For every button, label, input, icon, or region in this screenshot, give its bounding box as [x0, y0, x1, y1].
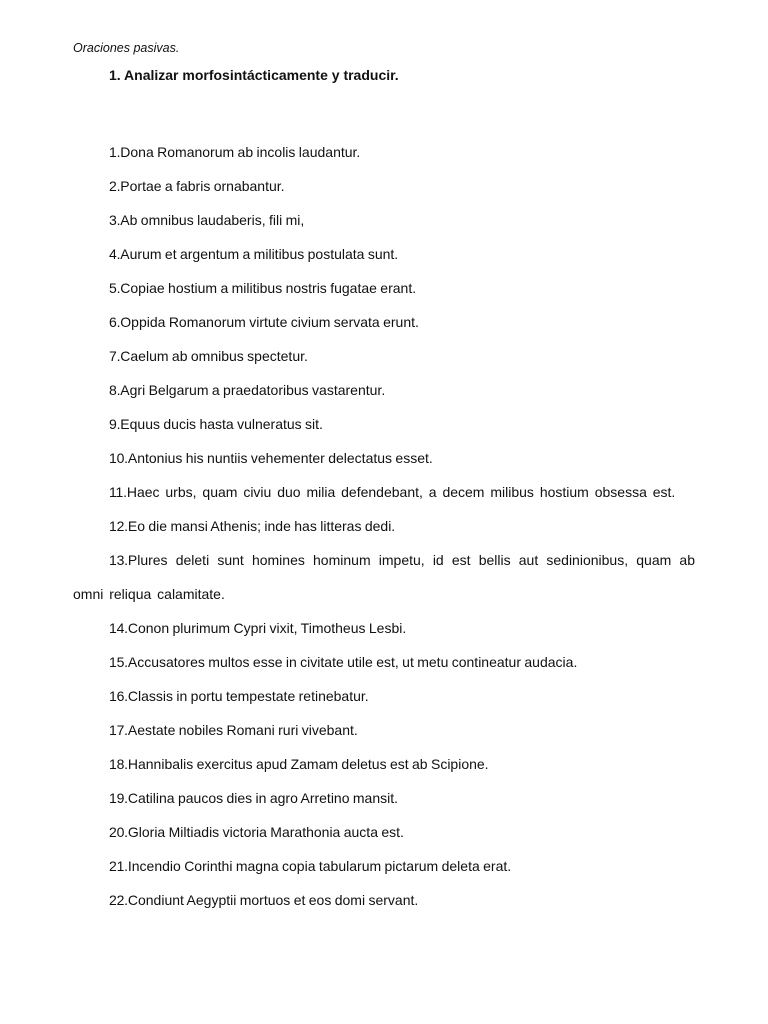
- sentence-number: 12.: [109, 518, 128, 534]
- sentence-text: Oppida Romanorum virtute civium servata erunt.: [120, 314, 419, 330]
- sentence-text: Dona Romanorum ab incolis laudantur.: [120, 144, 361, 160]
- sentence-item: [73, 543, 695, 611]
- sentence-text: Agri Belgarum a praedatoribus vastarentur.: [120, 382, 386, 398]
- sentence-text: Copiae hostium a militibus nostris fugatae erant.: [120, 280, 417, 296]
- sentence-number: 14.: [109, 620, 128, 636]
- sentence-item: [73, 679, 695, 713]
- sentence-item: [73, 237, 695, 271]
- exercise-title: 1. Analizar morfosintácticamente y traducir.: [109, 67, 399, 83]
- sentence-item: [73, 135, 695, 169]
- sentence-number: 16.: [109, 688, 128, 704]
- sentence-text: Plures deleti sunt homines hominum impetu, id est bellis aut sedinionibus, quam ab omni reliqua calamitate.: [73, 552, 695, 602]
- sentence-list: [73, 135, 695, 917]
- sentence-number: 20.: [109, 824, 128, 840]
- sentence-item: [73, 407, 695, 441]
- sentence-number: 19.: [109, 790, 128, 806]
- sentence-text: Portae a fabris ornabantur.: [120, 178, 285, 194]
- sentence-item: [73, 373, 695, 407]
- sentence-text: Incendio Corinthi magna copia tabularum pictarum deleta erat.: [127, 858, 512, 874]
- sentence-text: Condiunt Aegyptii mortuos et eos domi servant.: [127, 892, 419, 908]
- sentence-number: 6.: [109, 314, 121, 330]
- sentence-item: [73, 271, 695, 305]
- sentence-number: 3.: [109, 212, 121, 228]
- sentence-text: Antonius his nuntiis vehementer delectatus esset.: [127, 450, 433, 466]
- sentence-item: [73, 169, 695, 203]
- sentence-item: [73, 203, 695, 237]
- sentence-text: Eo die mansi Athenis; inde has litteras dedi.: [127, 518, 396, 534]
- sentence-text: Catilina paucos dies in agro Arretino mansit.: [127, 790, 399, 806]
- sentence-text: Aestate nobiles Romani ruri vivebant.: [127, 722, 358, 738]
- sentence-number: 5.: [109, 280, 121, 296]
- sentence-number: 7.: [109, 348, 121, 364]
- sentence-item: [73, 475, 695, 509]
- sentence-text: Haec urbs, quam civiu duo milia defendebant, a decem milibus hostium obsessa est.: [126, 484, 676, 500]
- sentence-item: [73, 441, 695, 475]
- sentence-item: [73, 305, 695, 339]
- sentence-item: [73, 509, 695, 543]
- sentence-text: Accusatores multos esse in civitate utile est, ut metu contineatur audacia.: [127, 654, 578, 670]
- sentence-text: Classis in portu tempestate retinebatur.: [127, 688, 369, 704]
- sentence-item: [73, 849, 695, 883]
- sentence-text: Aurum et argentum a militibus postulata sunt.: [120, 246, 399, 262]
- sentence-number: 18.: [109, 756, 128, 772]
- sentence-number: 13.: [109, 552, 128, 568]
- sentence-number: 11.: [109, 484, 127, 500]
- sentence-number: 1.: [109, 144, 121, 160]
- sentence-text: Equus ducis hasta vulneratus sit.: [120, 416, 323, 432]
- sentence-number: 4.: [109, 246, 121, 262]
- sentence-item: [73, 781, 695, 815]
- sentence-number: 8.: [109, 382, 121, 398]
- sentence-text: Gloria Miltiadis victoria Marathonia aucta est.: [127, 824, 404, 840]
- sentence-number: 17.: [109, 722, 128, 738]
- sentence-text: Caelum ab omnibus spectetur.: [120, 348, 308, 364]
- sentence-number: 2.: [109, 178, 121, 194]
- sentence-item: [73, 645, 695, 679]
- sentence-number: 22.: [109, 892, 128, 908]
- sentence-item: [73, 747, 695, 781]
- sentence-item: [73, 611, 695, 645]
- sentence-text: Conon plurimum Cypri vixit, Timotheus Lesbi.: [127, 620, 407, 636]
- sentence-number: 9.: [109, 416, 121, 432]
- sentence-number: 21.: [109, 858, 128, 874]
- sentence-item: [73, 883, 695, 917]
- sentence-text: Ab omnibus laudaberis, fili mi,: [120, 212, 305, 228]
- sentence-item: [73, 713, 695, 747]
- sentence-number: 15.: [109, 654, 128, 670]
- sentence-item: [73, 339, 695, 373]
- sentence-text: Hannibalis exercitus apud Zamam deletus est ab Scipione.: [127, 756, 489, 772]
- sentence-item: [73, 815, 695, 849]
- header-label: Oraciones pasivas.: [73, 41, 180, 55]
- sentence-number: 10.: [109, 450, 128, 466]
